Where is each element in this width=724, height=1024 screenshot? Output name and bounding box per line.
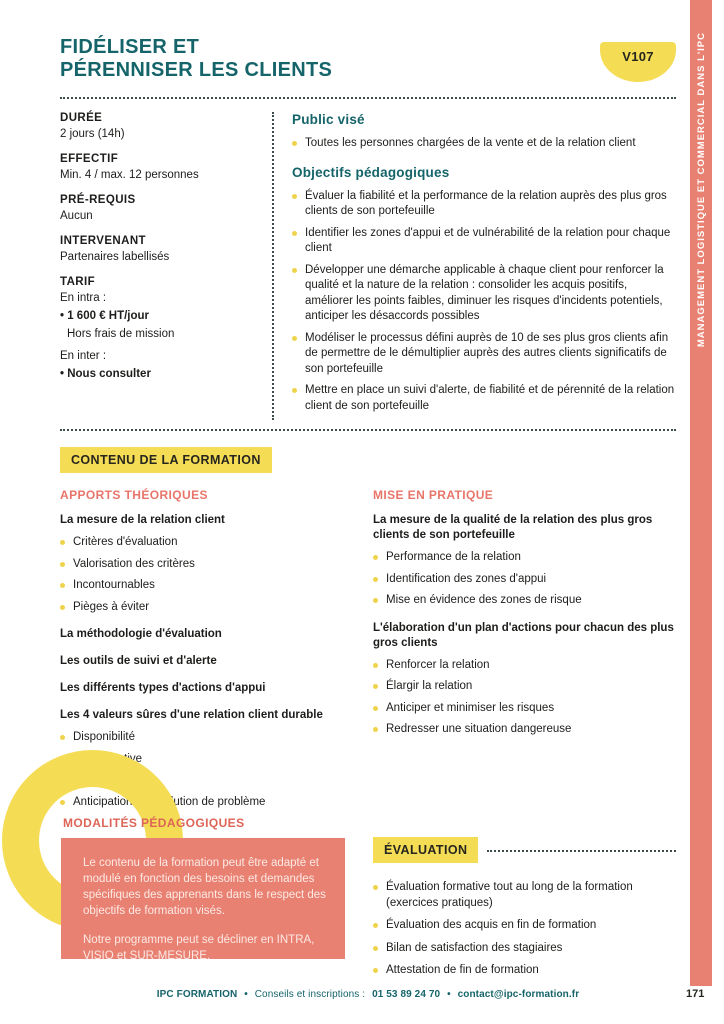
evaluation-banner-row [373, 837, 676, 863]
list-item-text: Valorisation des critères [73, 557, 195, 570]
list-item [292, 383, 676, 414]
page-title-line1: FIDÉLISER ET [60, 36, 200, 58]
public-vise-heading: Public visé [292, 112, 365, 127]
list-item-text: Bilan de satisfaction des stagiaires [386, 941, 563, 954]
list-item [373, 963, 676, 979]
list-item-text: Empathie [73, 774, 122, 786]
block-title: Les différents types d'actions d'appui [60, 682, 266, 694]
list-item [373, 658, 676, 674]
list-item-text: Toutes les personnes chargées de la vente et de la relation client [305, 137, 636, 149]
list-item [60, 578, 356, 594]
list-item [373, 701, 676, 717]
bullet-dot-icon [373, 968, 378, 973]
page-number: 171 [686, 988, 705, 1000]
list-item-text: Redresser une situation dangereuse [386, 723, 572, 735]
list-item [373, 679, 676, 695]
list-item-text: Disponibilité [73, 731, 136, 743]
bullet-dot-icon [292, 141, 297, 146]
bullet-dot-icon [373, 885, 378, 890]
block-title: La mesure de la relation client [60, 514, 225, 526]
bullet-dot-icon [373, 598, 378, 603]
page-title-line2: PÉRENNISER LES CLIENTS [60, 59, 333, 81]
bullet-dot-icon [373, 923, 378, 928]
bullet-dot-icon [292, 336, 297, 341]
apports-heading: APPORTS THÉORIQUES [60, 488, 208, 502]
list-item-text: Identification des zones d'appui [386, 572, 547, 585]
footer-separator: • [244, 989, 248, 1000]
course-code: V107 [622, 49, 654, 64]
list-item [373, 572, 676, 588]
bullet-dot-icon [60, 583, 65, 588]
block-title: La méthodologie d'évaluation [60, 628, 222, 640]
course-info-column [60, 112, 274, 420]
list-item [60, 557, 356, 573]
list-item-text: Renforcer la relation [386, 658, 490, 671]
block-title: L'élaboration d'un plan d'actions pour chacun des plus gros clients [373, 621, 674, 649]
footer-brand: IPC FORMATION [156, 989, 238, 1000]
list-item [373, 550, 676, 566]
list-item [373, 593, 676, 609]
info-value: Min. 4 / max. 12 personnes [60, 169, 199, 181]
bullet-dot-icon [60, 562, 65, 567]
bullet-dot-icon [292, 194, 297, 199]
block-title: Les 4 valeurs sûres d'une relation client durable [60, 709, 323, 721]
modalites-paragraph-1: Le contenu de la formation peut être adapté et modulé en fonction des besoins et demandes spécifiques des apprenants dans le respect des objectifs de formation visés. [83, 857, 326, 917]
modalites-box [61, 838, 345, 962]
list-item [60, 535, 356, 551]
footer [60, 989, 676, 1000]
info-value: Aucun [60, 210, 93, 222]
contenu-banner: CONTENU DE LA FORMATION [60, 447, 272, 473]
footer-phone: 01 53 89 24 70 [372, 989, 441, 1000]
list-item [292, 226, 676, 257]
bullet-dot-icon [373, 684, 378, 689]
bullet-dot-icon [373, 727, 378, 732]
info-effectif [60, 153, 258, 183]
list-item-text: Modéliser le processus défini auprès de 10 de ses plus gros clients afin de permettre de le démultiplier auprès des autres clients significatifs de son portefeuille [305, 331, 669, 375]
list-item-text: Identifier les zones d'appui et de vulnérabilité de la relation pour chaque client [305, 226, 671, 254]
category-side-band-text: MANAGEMENT LOGISTIQUE ET COMMERCIAL DANS L'IPC [695, 32, 707, 348]
list-item-text: Écoute active [73, 752, 143, 765]
tarif-inter-label: En inter : [60, 350, 107, 362]
list-item-text: Critères d'évaluation [73, 536, 178, 548]
evaluation-list [373, 880, 676, 979]
list-item [60, 600, 356, 616]
top-section [60, 112, 676, 420]
info-value: Partenaires labellisés [60, 251, 170, 263]
list-item [373, 941, 676, 957]
footer-label: Conseils et inscriptions : [254, 989, 366, 1000]
info-prerequis [60, 194, 258, 224]
pratique-heading: MISE EN PRATIQUE [373, 488, 494, 502]
tarif-intra-note: Hors frais de mission [67, 328, 175, 340]
list-item [292, 136, 676, 152]
divider-mid [60, 429, 676, 431]
formation-content [60, 488, 676, 816]
list-item-text: Mettre en place un suivi d'alerte, de fiabilité et de pérennité de la relation client de son portefeuille [305, 384, 675, 412]
info-label: EFFECTIF [60, 153, 119, 165]
info-tarif [60, 276, 258, 382]
footer-separator: • [447, 989, 451, 1000]
mise-en-pratique-column [373, 488, 676, 816]
evaluation-dotted-line [487, 850, 676, 852]
bullet-dot-icon [60, 605, 65, 610]
list-item [373, 880, 676, 911]
info-label: DURÉE [60, 112, 103, 124]
bullet-dot-icon [292, 388, 297, 393]
bullet-dot-icon [373, 706, 378, 711]
tarif-intra-label: En intra : [60, 292, 107, 304]
list-item-text: Évaluation des acquis en fin de formation [386, 919, 597, 931]
block-title: La mesure de la qualité de la relation des plus gros clients de son portefeuille [373, 514, 653, 541]
tarif-intra-price: • 1 600 € HT/jour [60, 310, 150, 322]
bullet-dot-icon [373, 577, 378, 582]
list-item-text: Attestation de fin de formation [386, 964, 539, 976]
info-duree [60, 112, 258, 142]
list-item-text: Anticiper et minimiser les risques [386, 701, 555, 714]
bullet-dot-icon [292, 268, 297, 273]
info-label: PRÉ-REQUIS [60, 194, 136, 206]
info-label: INTERVENANT [60, 235, 146, 247]
page-content [60, 0, 676, 816]
evaluation-section [373, 837, 676, 986]
list-item-text: Développer une démarche applicable à chaque client pour renforcer la qualité et la nature de la relation : consolider les acquis positifs, améliorer les points faibles, diminuer les risques d'incidents potentiels, anticiper les désaccords possibles [305, 263, 664, 322]
block-title: Les outils de suivi et d'alerte [60, 655, 217, 667]
bullet-dot-icon [373, 663, 378, 668]
bullet-dot-icon [373, 555, 378, 560]
list-item-text: Incontournables [73, 579, 155, 591]
audience-objectives-column [274, 112, 676, 420]
list-item [292, 189, 676, 220]
list-item-text: Évaluer la fiabilité et la performance de la relation auprès des plus gros clients de son portefeuille [305, 189, 667, 217]
bullet-dot-icon [60, 735, 65, 740]
list-item-text: Élargir la relation [386, 680, 473, 692]
modalites-paragraph-2: Notre programme peut se décliner en INTRA, VISIO et SUR-MESURE. [83, 934, 315, 962]
modalites-heading: MODALITÉS PÉDAGOGIQUES [63, 816, 245, 830]
course-code-badge [600, 42, 676, 82]
bullet-dot-icon [373, 946, 378, 951]
list-item [292, 263, 676, 325]
tarif-inter-value: • Nous consulter [60, 368, 151, 380]
category-side-band [690, 0, 712, 986]
list-item-text: Performance de la relation [386, 551, 521, 563]
list-item-text: Mise en évidence des zones de risque [386, 594, 582, 606]
list-item [60, 730, 356, 746]
list-item-text: Pièges à éviter [73, 600, 150, 613]
divider-under-title [60, 97, 676, 99]
evaluation-banner: ÉVALUATION [373, 837, 478, 863]
list-item-text: Anticipation et résolution de problème [73, 795, 266, 808]
list-item [373, 722, 676, 738]
objectifs-heading: Objectifs pédagogiques [292, 164, 450, 180]
info-intervenant [60, 235, 258, 265]
footer-email: contact@ipc-formation.fr [457, 989, 580, 1000]
list-item [292, 331, 676, 378]
bullet-dot-icon [292, 231, 297, 236]
bullet-dot-icon [60, 540, 65, 545]
list-item-text: Évaluation formative tout au long de la formation (exercices pratiques) [386, 881, 633, 909]
page-title [60, 36, 332, 82]
info-label: TARIF [60, 276, 96, 288]
info-value: 2 jours (14h) [60, 128, 125, 140]
list-item [373, 918, 676, 934]
header [60, 36, 676, 82]
